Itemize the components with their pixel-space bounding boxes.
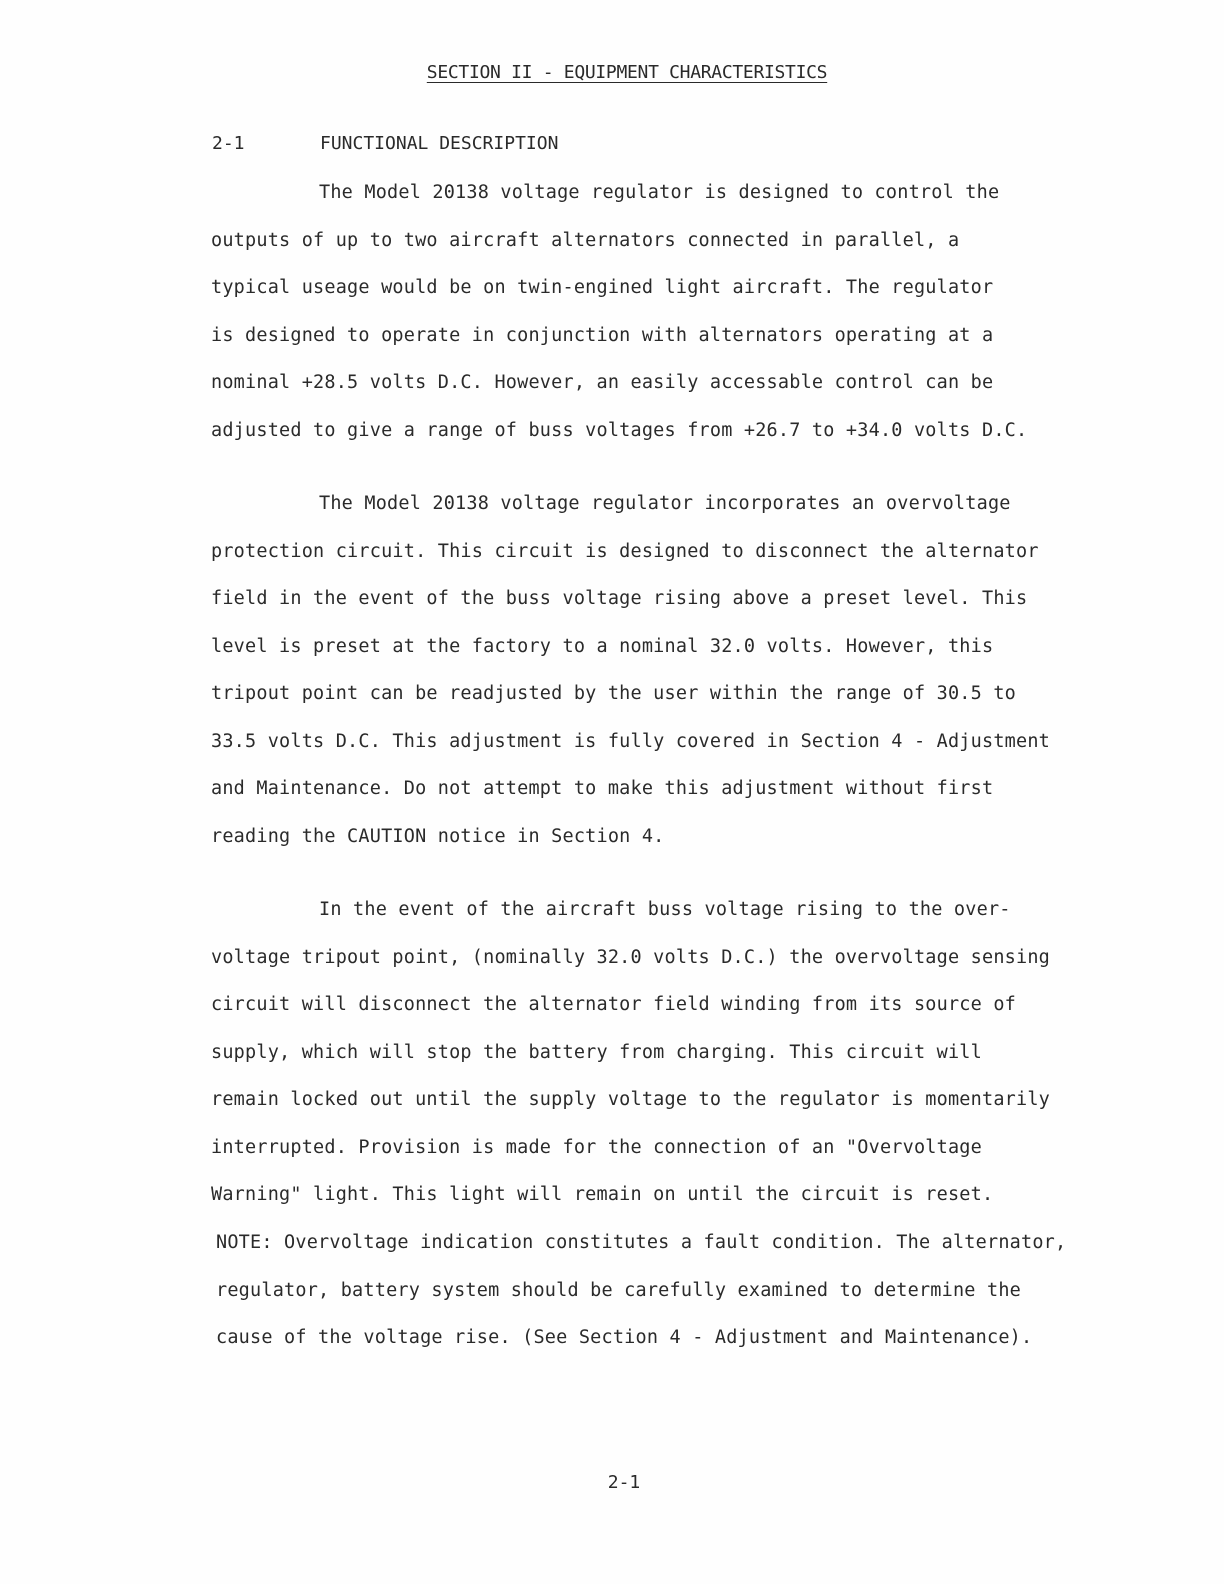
note-block <box>216 1230 1146 1373</box>
note-line: cause of the voltage rise. (See Section 4 - Adjustment and Maintenance). <box>216 1327 1033 1348</box>
paragraph-line: The Model 20138 voltage regulator incorporates an overvoltage <box>319 493 1011 514</box>
paragraph-line: nominal +28.5 volts D.C. However, an easily accessable control can be <box>211 372 994 393</box>
paragraph-1 <box>211 180 1141 465</box>
paragraph-line: 33.5 volts D.C. This adjustment is fully covered in Section 4 - Adjustment <box>211 730 1051 752</box>
paragraph-line: reading the CAUTION notice in Section 4. <box>211 825 665 847</box>
paragraph-line: interrupted. Provision is made for the connection of an "Overvoltage <box>211 1136 982 1158</box>
paragraph-2 <box>211 491 1141 871</box>
paragraph-line: In the event of the aircraft buss voltage rising to the over- <box>319 899 1011 920</box>
paragraph-line: field in the event of the buss voltage rising above a preset level. This <box>211 588 1028 609</box>
paragraph-3 <box>211 897 1141 1230</box>
section-title: SECTION II - EQUIPMENT CHARACTERISTICS <box>426 62 828 83</box>
note-line: NOTE: Overvoltage indication constitutes a fault condition. The alternator, <box>216 1232 1067 1253</box>
paragraph-line: level is preset at the factory to a nominal 32.0 volts. However, this <box>211 635 994 657</box>
paragraph-line: The Model 20138 voltage regulator is designed to control the <box>319 182 1000 203</box>
paragraph-line: protection circuit. This circuit is designed to disconnect the alternator <box>211 540 1039 562</box>
paragraph-line: Warning" light. This light will remain on until the circuit is reset. <box>211 1184 994 1205</box>
paragraph-line: outputs of up to two aircraft alternators connected in parallel, a <box>211 229 960 251</box>
paragraph-line: adjusted to give a range of buss voltages from +26.7 to +34.0 volts D.C. <box>211 419 1028 441</box>
paragraph-line: voltage tripout point, (nominally 32.0 volts D.C.) the overvoltage sensing <box>211 946 1051 968</box>
paragraph-line: and Maintenance. Do not attempt to make this adjustment without first <box>211 778 994 799</box>
paragraph-line: remain locked out until the supply voltage to the regulator is momentarily <box>211 1089 1051 1110</box>
heading-number: 2-1 <box>212 133 245 154</box>
section-heading <box>212 133 558 154</box>
heading-title: FUNCTIONAL DESCRIPTION <box>320 133 559 154</box>
paragraph-line: supply, which will stop the battery from charging. This circuit will <box>211 1041 982 1063</box>
paragraph-line: circuit will disconnect the alternator field winding from its source of <box>211 994 1016 1015</box>
paragraph-line: is designed to operate in conjunction with alternators operating at a <box>211 324 994 346</box>
page-number: 2-1 <box>607 1472 641 1493</box>
paragraph-line: typical useage would be on twin-engined light aircraft. The regulator <box>211 277 994 298</box>
note-line: regulator, battery system should be carefully examined to determine the <box>216 1279 1021 1301</box>
paragraph-line: tripout point can be readjusted by the user within the range of 30.5 to <box>211 683 1016 704</box>
